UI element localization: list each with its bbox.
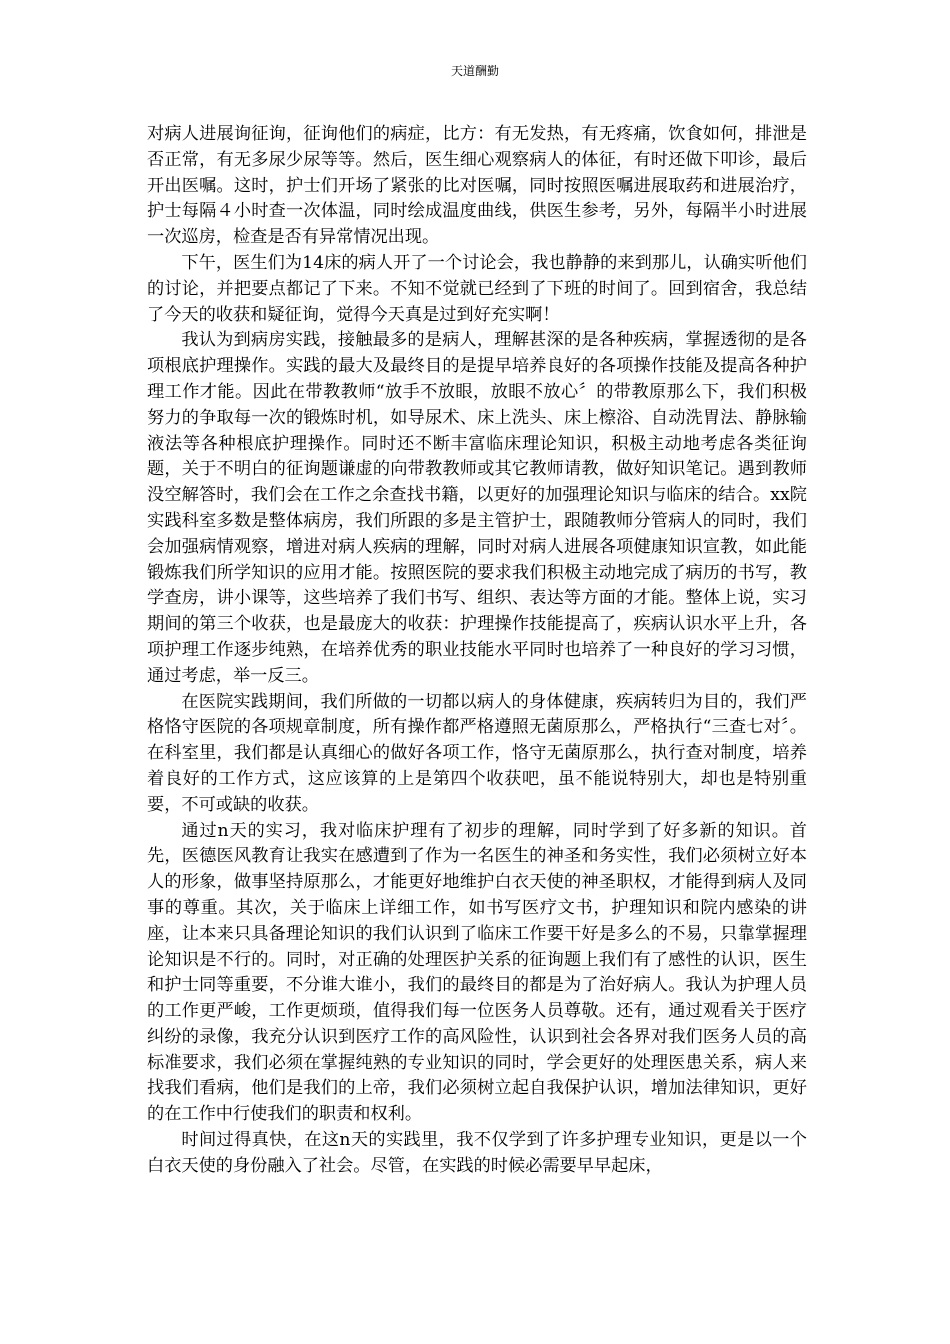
paragraph-1: 对病人进展询征询，征询他们的病症，比方：有无发热，有无疼痛，饮食如何，排泄是否正常，有无多尿少尿等等。然后，医生细心观察病人的体征，有时还做下叩诊，最后开出医嘱。这时，护士们开场了紧张的比对医嘱，同时按照医嘱进展取药和进展治疗，护士每隔４小时查一次体温，同时绘成温度曲线，供医生参考，另外，每隔半小时进展一次巡房，检查是否有异常情况出现。 xyxy=(147,124,807,248)
page-header: 天道酬勤 xyxy=(450,64,499,78)
document-body xyxy=(147,122,807,1180)
paragraph-4: 在医院实践期间，我们所做的一切都以病人的身体健康，疾病转归为目的，我们严格恪守医院的各项规章制度，所有操作都严格遵照无菌原那么，严格执行“三查七对〞。在科室里，我们都是认真细心的做好各项工作，恪守无菌原那么，执行查对制度，培养着良好的工作方式，这应该算的上是第四个收获吧，虽不能说特别大，却也是特别重要，不可或缺的收获。 xyxy=(147,691,807,815)
paragraph-3: 我认为到病房实践，接触最多的是病人，理解甚深的是各种疾病，掌握透彻的是各项根底护理操作。实践的最大及最终目的是提早培养良好的各项操作技能及提高各种护理工作才能。因此在带教教师“放手不放眼，放眼不放心〞的带教原那么下，我们积极努力的争取每一次的锻炼时机，如导尿术、床上洗头、床上檫浴、自动洗胃法、静脉输液法等各种根底护理操作。同时还不断丰富临床理论知识，积极主动地考虑各类征询题，关于不明白的征询题谦虚的向带教教师或其它教师请教，做好知识笔记。遇到教师没空解答时，我们会在工作之余查找书籍，以更好的加强理论知识与临床的结合。xx院实践科室多数是整体病房，我们所跟的多是主管护士，跟随教师分管病人的同时，我们会加强病情观察，增进对病人疾病的理解，同时对病人进展各项健康知识宣教，如此能锻炼我们所学知识的应用才能。按照医院的要求我们积极主动地完成了病历的书写，教学查房，讲小课等，这些培养了我们书写、组织、表达等方面的才能。整体上说，实习期间的第三个收获，也是最庞大的收获：护理操作技能提高了，疾病认识水平上升，各项护理工作逐步纯熟，在培养优秀的职业技能水平同时也培养了一种良好的学习习惯，通过考虑，举一反三。 xyxy=(147,330,807,686)
paragraph-6: 时间过得真快，在这n天的实践里，我不仅学到了许多护理专业知识，更是以一个白衣天使的身份融入了社会。尽管，在实践的时候必需要早早起床， xyxy=(147,1130,807,1176)
paragraph-2: 下午，医生们为14床的病人开了一个讨论会，我也静静的来到那儿，认确实听他们的讨论，并把要点都记了下来。不知不觉就已经到了下班的时间了。回到宿舍，我总结了今天的收获和疑征询，觉得今天真是过到好充实啊！ xyxy=(147,252,807,325)
paragraph-5: 通过n天的实习，我对临床护理有了初步的理解，同时学到了好多新的知识。首先，医德医风教育让我实在感遭到了作为一名医生的神圣和务实性，我们必须树立好本人的形象，做事坚持原那么，才能更好地维护白衣天使的神圣职权，才能得到病人及同事的尊重。其次，关于临床上详细工作，如书写医疗文书，护理知识和院内感染的讲座，让本来只具备理论知识的我们认识到了临床工作要干好是多么的不易，只靠掌握理论知识是不行的。同时，对正确的处理医护关系的征询题上我们有了感性的认识，医生和护士同等重要，不分谁大谁小，我们的最终目的都是为了治好病人。我认为护理人员的工作更严峻，工作更烦琐，值得我们每一位医务人员尊敬。还有，通过观看关于医疗纠纷的录像，我充分认识到医疗工作的高风险性，认识到社会各界对我们医务人员的高标准要求，我们必须在掌握纯熟的专业知识的同时，学会更好的处理医患关系，病人来找我们看病，他们是我们的上帝，我们必须树立起自我保护认识，增加法律知识，更好的在工作中行使我们的职责和权利。 xyxy=(147,820,807,1125)
